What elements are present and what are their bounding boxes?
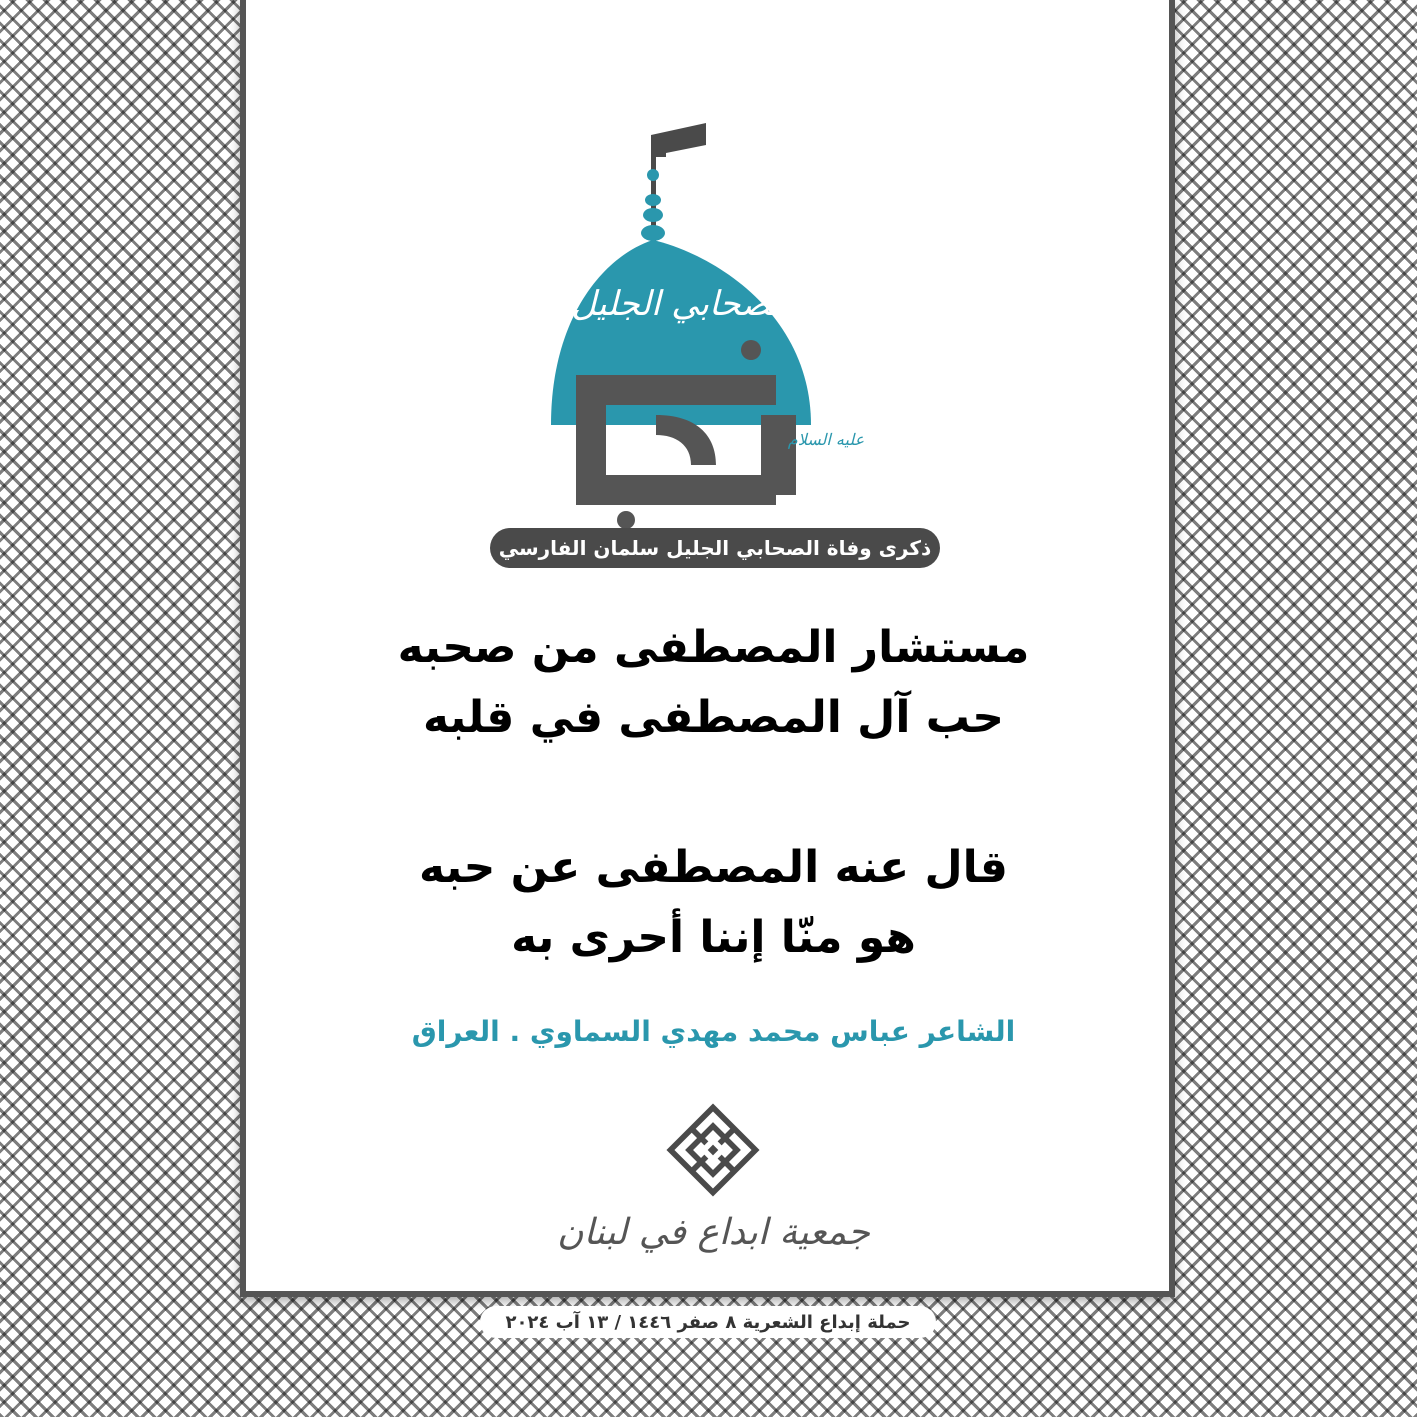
verse-line-4: هو منّا إننا أحرى به xyxy=(511,912,916,963)
verse-line-2: حب آل المصطفى في قلبه xyxy=(422,692,1005,743)
organization-logo: جمعية ابداع في لبنان xyxy=(557,1212,870,1253)
occasion-banner xyxy=(490,528,940,568)
poet-credit: الشاعر عباس محمد مهدي السماوي . العراق xyxy=(411,1015,1016,1048)
footer-badge xyxy=(480,1306,936,1338)
footer-text: حملة إبداع الشعرية ٨ صفر ١٤٤٦ / ١٣ آب ٢٠٢٤ xyxy=(505,1311,911,1333)
poster-card xyxy=(240,0,1175,1297)
logo-salutation: عليه السلام xyxy=(787,430,865,449)
logo-subtitle: الصحابي الجليل xyxy=(571,284,791,324)
verse-line-1: مستشار المصطفى من صحبه xyxy=(397,622,1030,673)
verse-line-3: قال عنه المصطفى عن حبه xyxy=(419,842,1008,893)
dome-logo xyxy=(546,115,886,595)
occasion-text: ذكرى وفاة الصحابي الجليل سلمان الفارسي xyxy=(498,536,932,560)
kufic-emblem-icon xyxy=(666,1103,760,1197)
dome-icon xyxy=(546,115,886,595)
